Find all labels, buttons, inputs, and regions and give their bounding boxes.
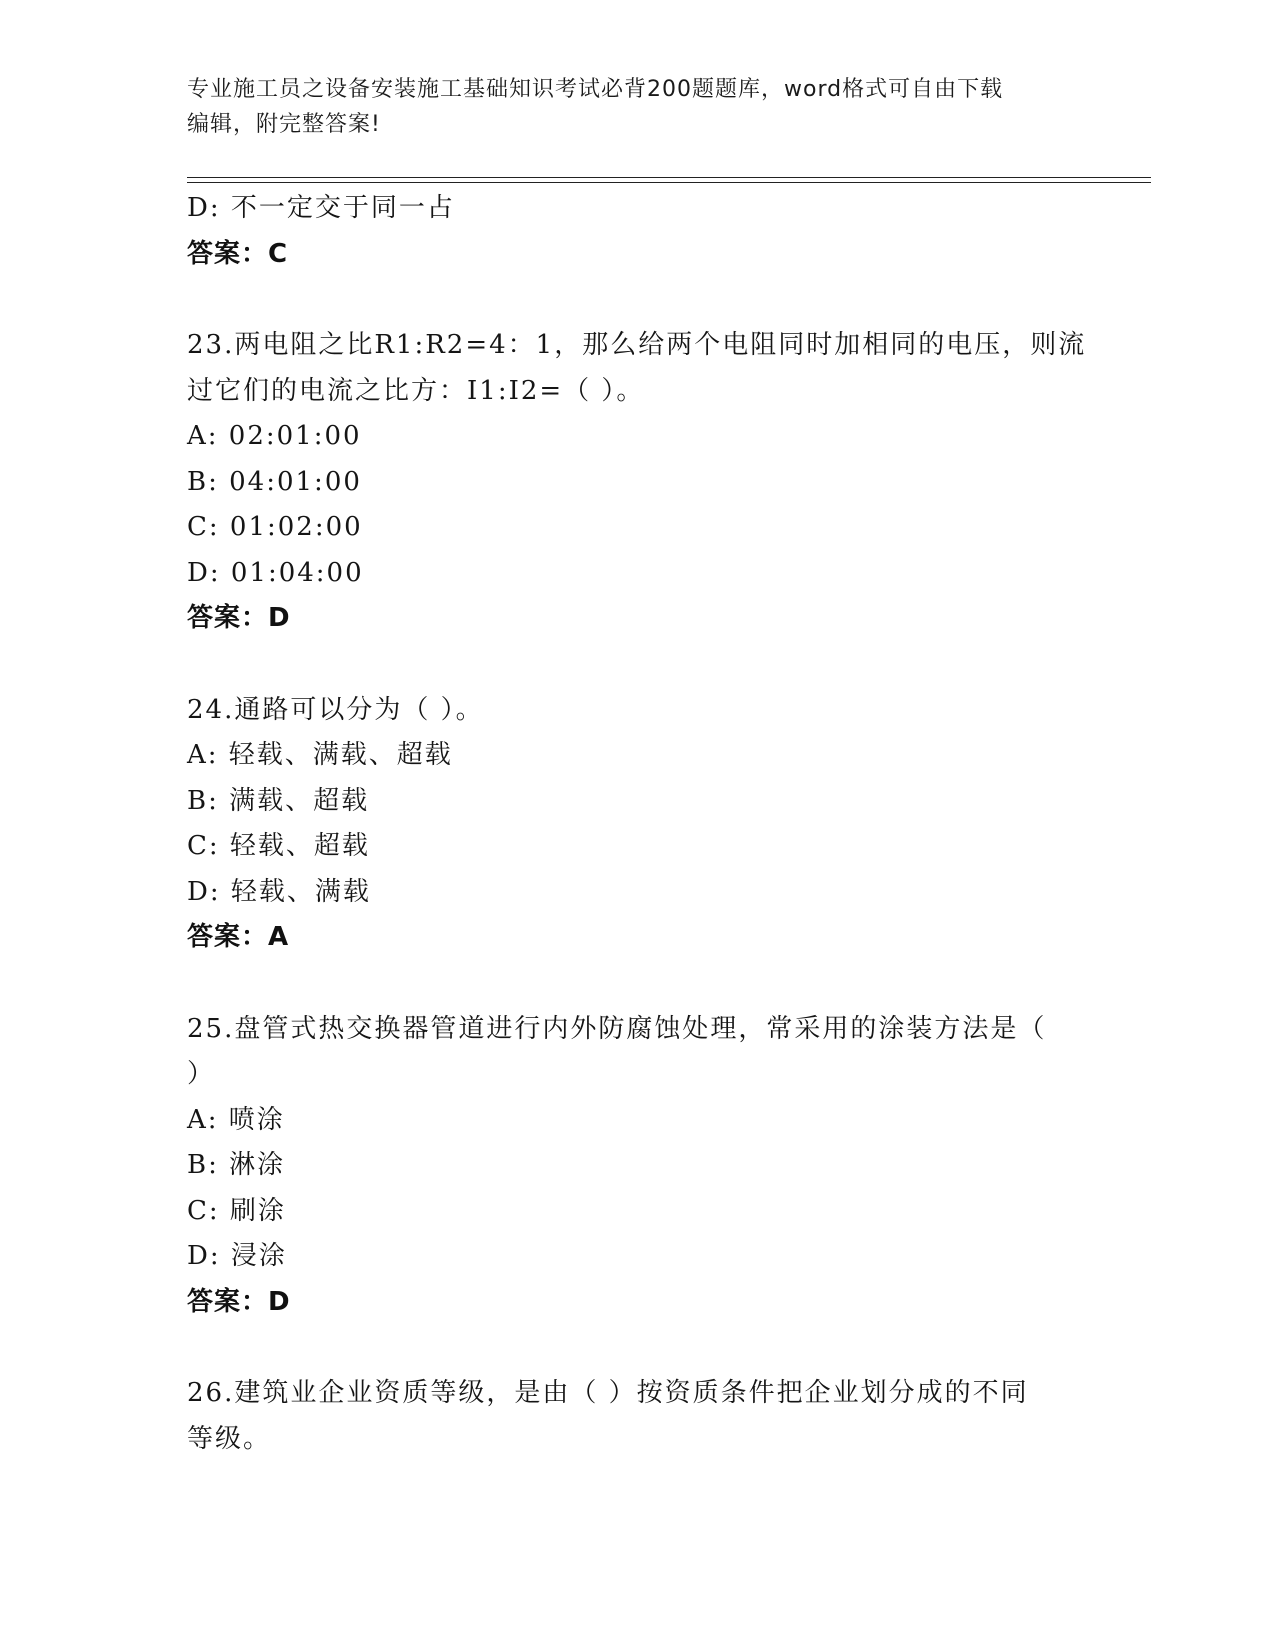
question-23-answer: 答案：D xyxy=(187,603,291,633)
question-content xyxy=(187,186,1087,1462)
question-26 xyxy=(187,1371,1087,1462)
question-24 xyxy=(187,688,1087,961)
spacer xyxy=(187,1325,1087,1371)
header-rule-top xyxy=(187,177,1151,178)
question-24-option-b: B: 满载、超载 xyxy=(187,785,370,816)
question-25-option-c: C: 刷涂 xyxy=(187,1195,286,1226)
question-26-line-2: 等级。 xyxy=(187,1423,272,1454)
question-25 xyxy=(187,1007,1087,1326)
question-25-line-2: ） xyxy=(187,1059,216,1089)
question-24-option-d: D: 轻载、满载 xyxy=(187,876,371,907)
question-25-option-b: B: 淋涂 xyxy=(187,1150,286,1180)
spacer xyxy=(187,961,1087,1007)
question-23-option-d: D: 01:04:00 xyxy=(187,557,364,588)
question-23-option-c: C: 01:02:00 xyxy=(187,512,363,542)
question-23-line-1: 23.两电阻之比R1:R2=4：1，那么给两个电阻同时加相同的电压，则流 xyxy=(187,330,1087,360)
question-23 xyxy=(187,323,1087,642)
question-23-line-2: 过它们的电流之比方：I1:I2=（ ）。 xyxy=(187,375,645,406)
question-24-option-c: C: 轻载、超载 xyxy=(187,831,370,861)
header-line-1: 专业施工员之设备安装施工基础知识考试必背200题题库，word格式可自由下载 xyxy=(187,77,1004,102)
question-25-line-1: 25.盘管式热交换器管道进行内外防腐蚀处理，常采用的涂装方法是（ xyxy=(187,1013,1047,1044)
document-header xyxy=(187,72,1087,142)
question-25-answer: 答案：D xyxy=(187,1286,291,1317)
question-24-answer: 答案：A xyxy=(187,922,290,952)
spacer xyxy=(187,277,1087,323)
question-25-option-a: A: 喷涂 xyxy=(187,1104,285,1135)
prev-option-d: D: 不一定交于同一占 xyxy=(187,193,455,223)
header-rule-bottom xyxy=(187,182,1151,183)
question-24-line-1: 24.通路可以分为（ ）。 xyxy=(187,694,484,725)
spacer xyxy=(187,642,1087,688)
question-23-option-a: A: 02:01:00 xyxy=(187,421,362,451)
question-24-option-a: A: 轻载、满载、超载 xyxy=(187,740,453,770)
question-25-option-d: D: 浸涂 xyxy=(187,1241,287,1271)
question-23-option-b: B: 04:01:00 xyxy=(187,466,362,497)
header-line-2: 编辑，附完整答案! xyxy=(187,112,381,137)
prev-answer: 答案：C xyxy=(187,238,289,269)
question-26-line-1: 26.建筑业企业资质等级，是由（ ）按资质条件把企业划分成的不同 xyxy=(187,1378,1029,1408)
